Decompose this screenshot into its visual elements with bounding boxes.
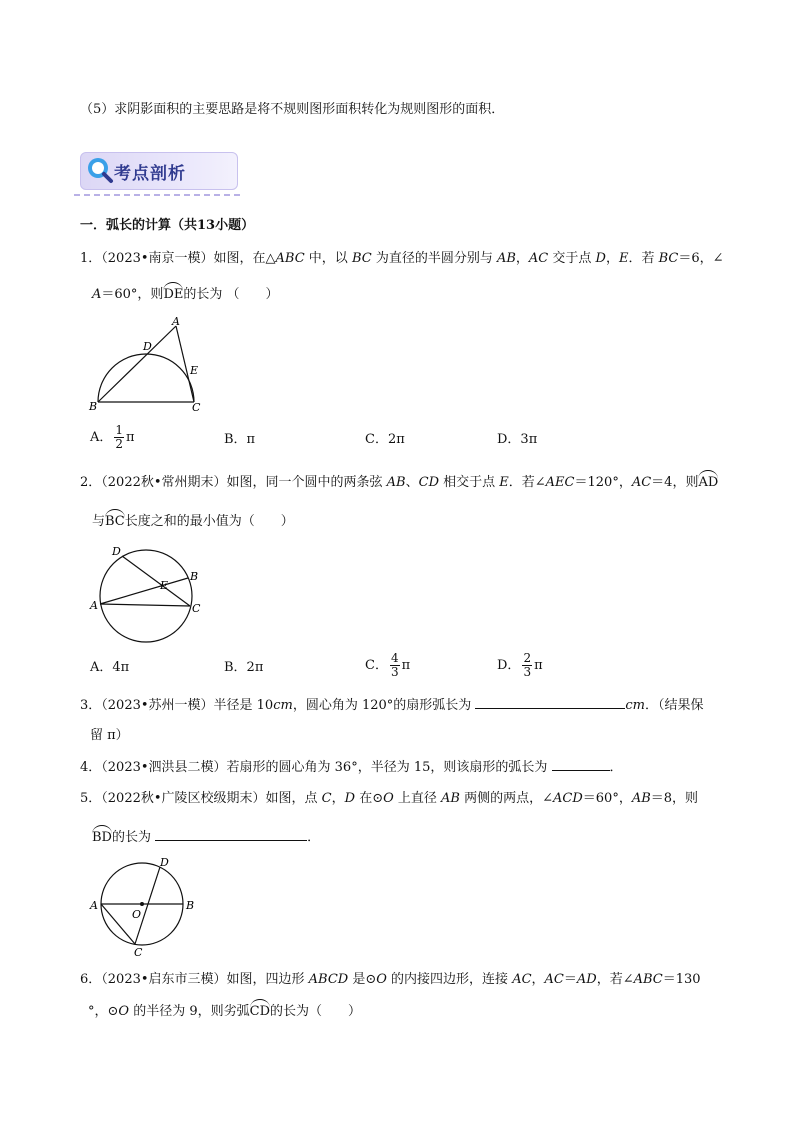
q5-label-o: O [132, 908, 142, 921]
q2-label-d: D [112, 545, 121, 558]
q2-line1: 2．（2022秋•常州期末）如图，同一个圆中的两条弦 AB、CD 相交于点 E．若∠AEC＝120°，AC＝4，则AD [80, 475, 719, 490]
q2-label-c: C [192, 602, 201, 615]
q1-line-ba [98, 326, 176, 402]
intro-line: （5）求阴影面积的主要思路是将不规则图形面积转化为规则图形的面积． [80, 102, 505, 117]
q1-label-a: A [172, 315, 180, 328]
q1-label-c: C [192, 401, 201, 414]
q2-label-a: A [90, 599, 98, 612]
q2-circle [100, 550, 192, 642]
q5-label-c: C [134, 946, 143, 959]
arc-cd: CD [249, 1004, 270, 1019]
q1-option-c[interactable]: C．2π [365, 432, 405, 447]
q2-option-d[interactable]: D． $\frac{2}{3}$ π [497, 651, 543, 679]
q1-semicircle [98, 354, 194, 402]
q1-option-a[interactable]: A． $\frac{1}{2}$ π [90, 423, 135, 451]
q2-option-b[interactable]: B．2π [224, 660, 264, 675]
q3-line1: 3．（2023•苏州一模）半径是 10cm，圆心角为 120°的扇形弧长为 cm．（结果保 [80, 698, 704, 713]
q2-line-ac [100, 604, 190, 606]
q1-option-b[interactable]: B．π [224, 432, 256, 447]
arc-bc: BC [105, 514, 125, 529]
q3-answer-blank[interactable] [475, 696, 625, 709]
q5-label-b: B [186, 899, 195, 912]
arc-ad: AD [698, 475, 719, 490]
q4-line1: 4．（2023•泗洪县二模）若扇形的圆心角为 36°，半径为 15，则该扇形的弧长为 ． [80, 760, 623, 775]
search-icon [86, 156, 114, 184]
q1-label-d: D [143, 340, 152, 353]
badge-title: 考点剖析 [114, 164, 186, 184]
q2-figure [86, 542, 206, 648]
q5-line-cd [135, 867, 160, 944]
q2-chord-ab [100, 578, 188, 604]
q2-label-e: E [160, 579, 169, 592]
q5-answer-blank[interactable] [155, 828, 307, 841]
q2-label-b: B [190, 570, 199, 583]
q1-line2: A＝60°，则DE的长为 （ ） [92, 287, 279, 302]
q1-label-e: E [190, 364, 199, 377]
q1-option-d[interactable]: D．3π [497, 432, 538, 447]
q4-answer-blank[interactable] [552, 758, 610, 771]
q1-line1: 1．（2023•南京一模）如图，在△ABC 中，以 BC 为直径的半圆分别与 AB，AC 交于点 D，E．若 BC＝6，∠ [80, 251, 724, 266]
q3-line2: 留 π） [90, 728, 129, 743]
q5-label-d: D [160, 856, 169, 869]
q5-label-a: A [90, 899, 98, 912]
q2-option-a[interactable]: A．4π [90, 660, 130, 675]
q5-line1: 5．（2022秋•广陵区校级期末）如图，点 C，D 在⊙O 上直径 AB 两侧的两点，∠ACD＝60°，AB＝8，则 [80, 791, 699, 806]
q2-line2: 与BC长度之和的最小值为（ ） [92, 514, 294, 529]
q6-line1: 6．（2023•启东市三模）如图，四边形 ABCD 是⊙O 的内接四边形，连接 AC，AC＝AD，若∠ABC＝130 [80, 972, 701, 987]
q1-label-b: B [89, 400, 98, 413]
arc-de: DE [163, 287, 184, 302]
q2-option-c[interactable]: C． $\frac{4}{3}$ π [365, 651, 411, 679]
section-badge [74, 148, 240, 194]
q1-figure [86, 314, 210, 414]
q5-center-dot [140, 902, 144, 906]
arc-bd: BD [92, 830, 112, 845]
q5-line2: BD的长为 ． [92, 830, 321, 845]
section-heading: 一．弧长的计算（共13小题） [80, 218, 255, 233]
q6-line2: °，⊙O 的半径为 9，则劣弧CD的长为（ ） [88, 1004, 362, 1019]
q5-figure [86, 852, 198, 960]
